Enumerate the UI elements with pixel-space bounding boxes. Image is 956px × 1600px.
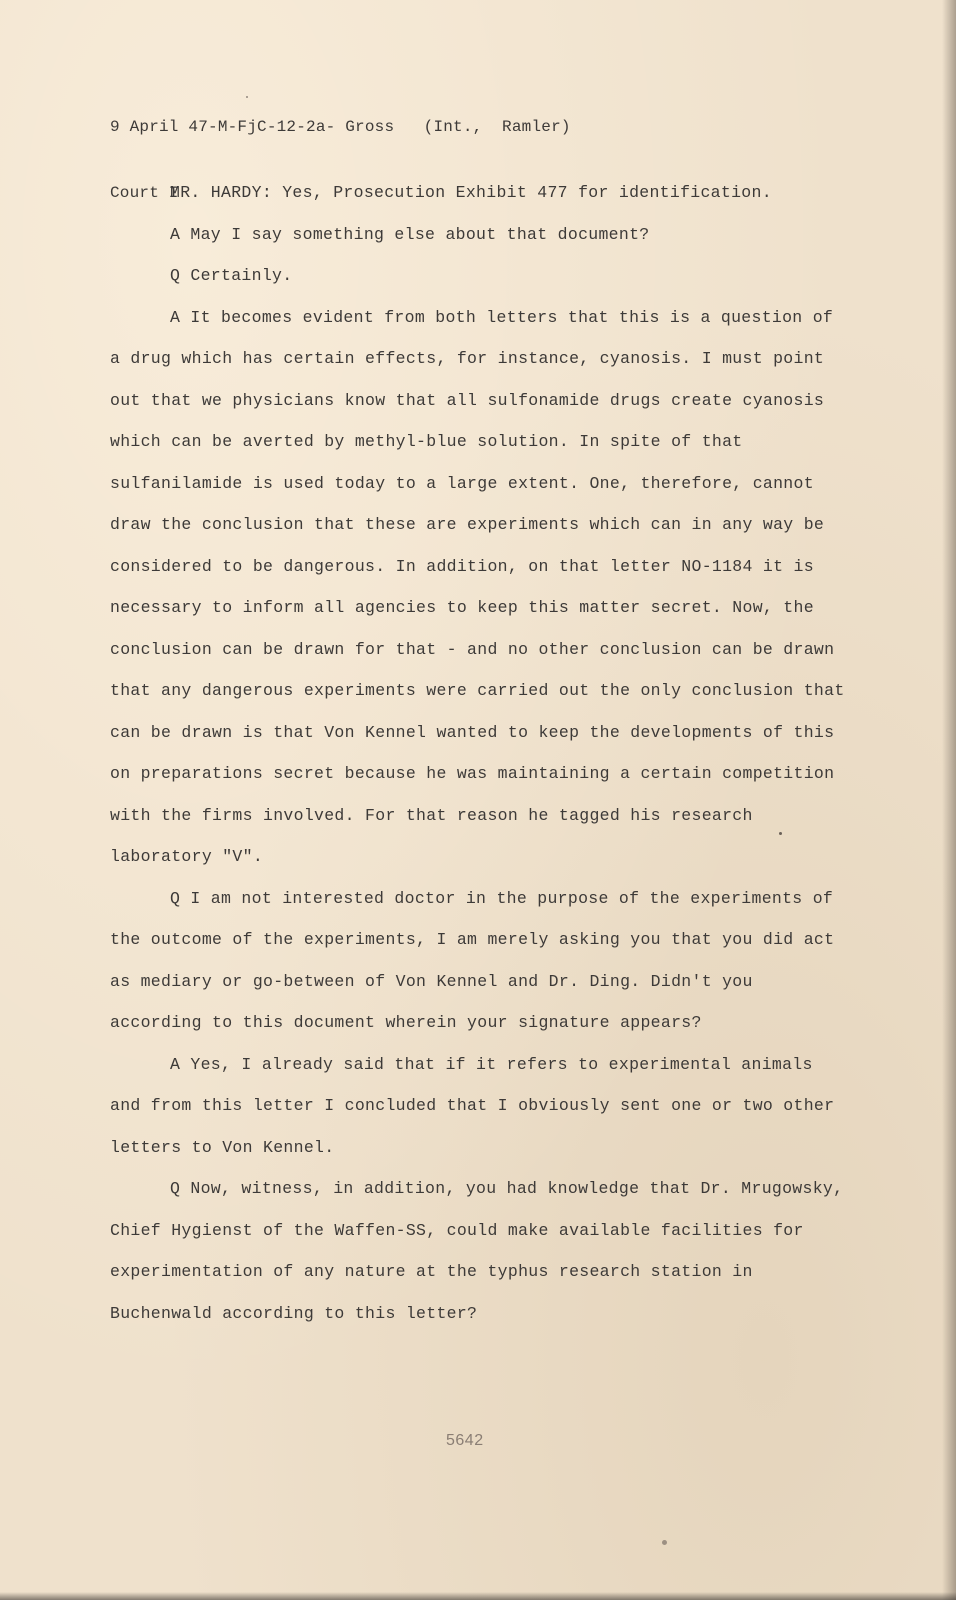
paper-speck [779,832,782,835]
header-line-date-reference: 9 April 47-M-FjC-12-2a- Gross (Int., Ramler) [110,118,571,136]
transcript-paragraph: A Yes, I already said that if it refers to experimental animals and from this letter I concluded that I obviously sent one or two other letters to Von Kennel. [110,1054,835,1157]
transcript-paragraph: MR. HARDY: Yes, Prosecution Exhibit 477 for identification. [170,183,772,202]
transcript-paragraph: A May I say something else about that document? [170,224,650,244]
header-line-court: Court I [110,184,179,202]
page-bottom-edge-shadow [0,1592,956,1600]
transcript-paragraph: Q Certainly. [170,266,293,285]
page-number: 5642 [446,1432,484,1449]
paper-speck [662,1540,667,1545]
transcript-body [110,172,850,1334]
transcript-paragraph: Q Now, witness, in addition, you had knowledge that Dr. Mrugowsky, Chief Hygienst of the Waffen-SS, could make available facilities for experimentation of any nature at the typhus research station in Buchenwald according to this letter? [110,1179,844,1323]
transcript-paragraph: Q I am not interested doctor in the purpose of the experiments of the outcome of the experiments, I am merely asking you that you did act as mediary or go-between of Von Kennel and Dr. Ding. Didn't you according to this document wherein your signature appears? [110,888,835,1032]
page-right-edge-shadow [942,0,956,1600]
transcript-paragraph: A It becomes evident from both letters that this is a question of a drug which has certain effects, for instance, cyanosis. I must point out that we physicians know that all sulfonamide drugs create cyanosis which can be averted by methyl-blue solution. In spite of that sulfanilamide is used today to a large extent. One, therefore, cannot draw the conclusion that these are experiments which can in any way be considered to be dangerous. In addition, on that letter NO-1184 it is necessary to inform all agencies to keep this matter secret. Now, the conclusion can be drawn for that - and no other conclusion can be drawn that any dangerous experiments were carried out the only conclusion that can be drawn is that Von Kennel wanted to keep the developments of this on preparations secret because he was maintaining a certain competition with the firms involved. For that reason he tagged his research laboratory "V". [110,307,845,866]
paper-speck [246,96,248,98]
